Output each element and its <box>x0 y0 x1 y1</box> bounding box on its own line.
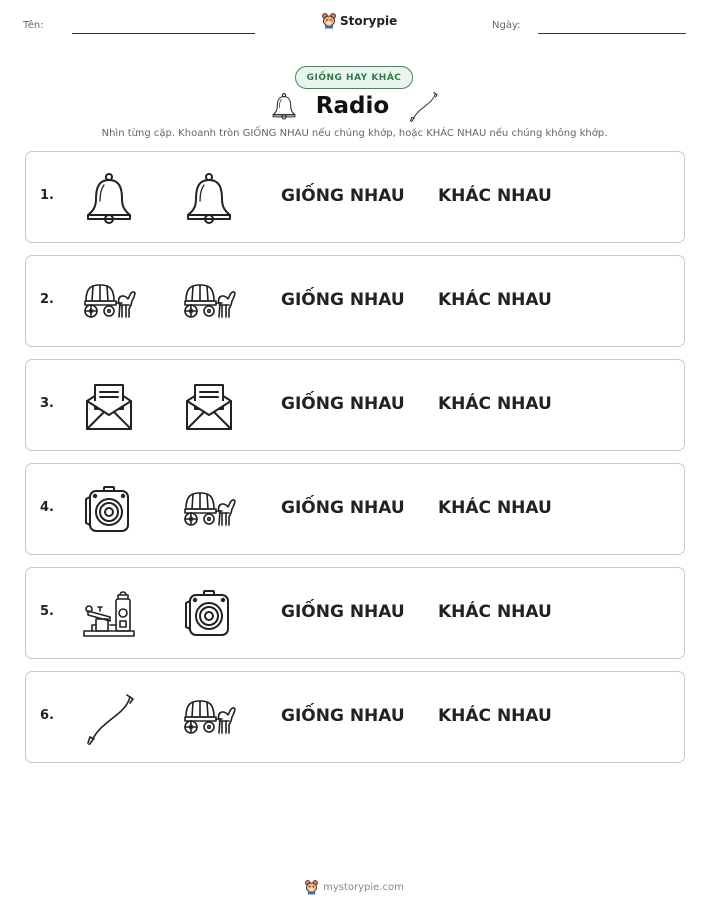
row-number: 5. <box>40 604 54 619</box>
category-badge: GIỐNG HAY KHÁC <box>295 66 413 89</box>
date-label: Ngày: <box>492 20 521 31</box>
bell-icon <box>181 170 237 226</box>
instructions: Nhìn từng cặp. Khoanh tròn GIỐNG NHAU nếu chúng khớp, hoặc KHÁC NHAU nếu chúng không khớp. <box>101 128 608 139</box>
envelope-letter-icon <box>181 378 237 434</box>
question-row <box>25 463 685 555</box>
different-option[interactable]: KHÁC NHAU <box>438 498 552 518</box>
same-option[interactable]: GIỐNG NHAU <box>281 394 405 414</box>
question-row <box>25 359 685 451</box>
row-number: 2. <box>40 292 54 307</box>
antenna-wire-icon <box>407 90 439 122</box>
same-option[interactable]: GIỐNG NHAU <box>281 498 405 518</box>
question-row <box>25 151 685 243</box>
antenna-wire-icon <box>81 690 137 746</box>
row-number: 6. <box>40 708 54 723</box>
same-option[interactable]: GIỐNG NHAU <box>281 706 405 726</box>
same-option[interactable]: GIỐNG NHAU <box>281 602 405 622</box>
envelope-letter-icon <box>81 378 137 434</box>
covered-wagon-icon <box>181 482 237 538</box>
covered-wagon-icon <box>181 690 237 746</box>
row-number: 4. <box>40 500 54 515</box>
different-option[interactable]: KHÁC NHAU <box>438 602 552 622</box>
different-option[interactable]: KHÁC NHAU <box>438 290 552 310</box>
different-option[interactable]: KHÁC NHAU <box>438 394 552 414</box>
speaker-box-icon <box>181 586 237 642</box>
name-input-line[interactable] <box>72 33 255 34</box>
bear-mascot-icon <box>322 13 336 29</box>
covered-wagon-icon <box>181 274 237 330</box>
date-input-line[interactable] <box>538 33 686 34</box>
question-row <box>25 671 685 763</box>
covered-wagon-icon <box>81 274 137 330</box>
row-number: 3. <box>40 396 54 411</box>
bell-icon <box>81 170 137 226</box>
question-row <box>25 567 685 659</box>
storypie-logo <box>322 13 397 29</box>
row-number: 1. <box>40 188 54 203</box>
different-option[interactable]: KHÁC NHAU <box>438 186 552 206</box>
bell-icon <box>270 91 298 121</box>
same-option[interactable]: GIỐNG NHAU <box>281 290 405 310</box>
brand-name: Storypie <box>340 14 398 28</box>
question-row <box>25 255 685 347</box>
bear-mascot-icon <box>305 880 318 895</box>
name-label: Tên: <box>23 20 44 31</box>
footer-url: mystorypie.com <box>323 882 404 893</box>
footer <box>0 880 709 895</box>
different-option[interactable]: KHÁC NHAU <box>438 706 552 726</box>
speaker-box-icon <box>81 482 137 538</box>
same-option[interactable]: GIỐNG NHAU <box>281 186 405 206</box>
page-title: Radio <box>315 93 390 119</box>
telegraph-key-icon <box>81 586 137 642</box>
title-row <box>0 90 709 122</box>
